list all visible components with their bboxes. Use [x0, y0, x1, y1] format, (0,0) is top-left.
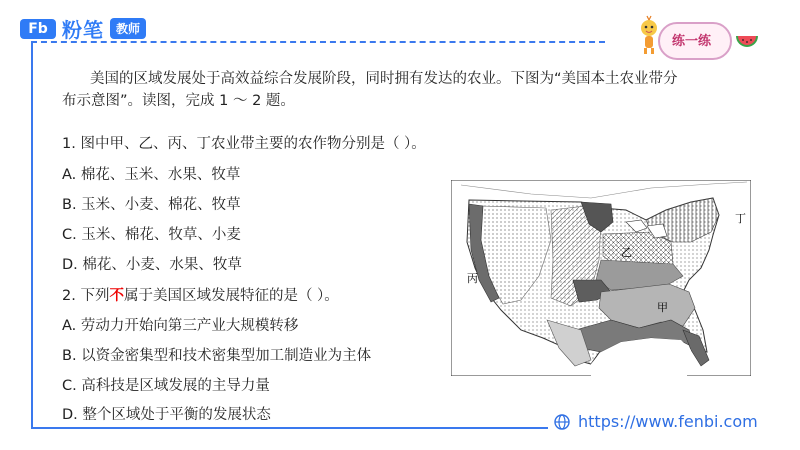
intro-line-1: 美国的区域发展处于高效益综合发展阶段，同时拥有发达的农业。下图为“美国本土农业带分: [90, 71, 678, 87]
intro-paragraph: [62, 68, 762, 112]
question-2-stem-start: 2. 下列: [62, 288, 110, 304]
footer-url[interactable]: [554, 412, 758, 431]
question-1-option-c[interactable]: C. 玉米、棉花、牧草、小麦: [62, 227, 241, 243]
question-1-option-b[interactable]: B. 玉米、小麦、棉花、牧草: [62, 197, 241, 213]
brand-role-tag: 教师: [110, 18, 146, 39]
us-agriculture-belt-map: [451, 180, 751, 376]
question-2-option-c[interactable]: C. 高科技是区域发展的主导力量: [62, 378, 270, 394]
map-graphic: [451, 180, 751, 376]
question-2-option-a[interactable]: A. 劳动力开始向第三产业大规模转移: [62, 318, 299, 334]
question-2-stem-end: 属于美国区域发展特征的是（ ）。: [123, 288, 339, 304]
question-2-emphasis: 不: [109, 288, 124, 304]
brand-logo-group: [20, 14, 146, 43]
watermelon-icon: [734, 30, 760, 52]
question-2-stem: [62, 284, 339, 305]
label-yi: 乙: [621, 246, 632, 259]
question-1-stem: 1. 图中甲、乙、丙、丁农业带主要的农作物分别是（ ）。: [62, 136, 426, 152]
question-1-option-d[interactable]: D. 棉花、小麦、水果、牧草: [62, 257, 242, 273]
frame-left-border: [31, 41, 33, 429]
url-text[interactable]: https://www.fenbi.com: [578, 412, 758, 431]
label-bing: 丙: [467, 272, 478, 285]
question-2-option-d[interactable]: D. 整个区域处于平衡的发展状态: [62, 407, 271, 423]
label-jia: 甲: [657, 301, 668, 314]
practice-label: 练一练: [672, 34, 712, 49]
intro-line-2: 布示意图”。读图，完成 1 ～ 2 题。: [62, 93, 295, 109]
practice-badge: [638, 20, 768, 60]
question-2-option-b[interactable]: B. 以资金密集型和技术密集型加工制造业为主体: [62, 348, 372, 364]
fenbi-logo: Fb: [20, 19, 56, 39]
globe-icon: [554, 414, 570, 430]
brand-name: 粉笔: [62, 18, 104, 42]
label-ding: 丁: [735, 212, 746, 225]
frame-top-border: [31, 41, 605, 43]
question-1-option-a[interactable]: A. 棉花、玉米、水果、牧草: [62, 167, 241, 183]
mascot-icon: [638, 14, 660, 58]
